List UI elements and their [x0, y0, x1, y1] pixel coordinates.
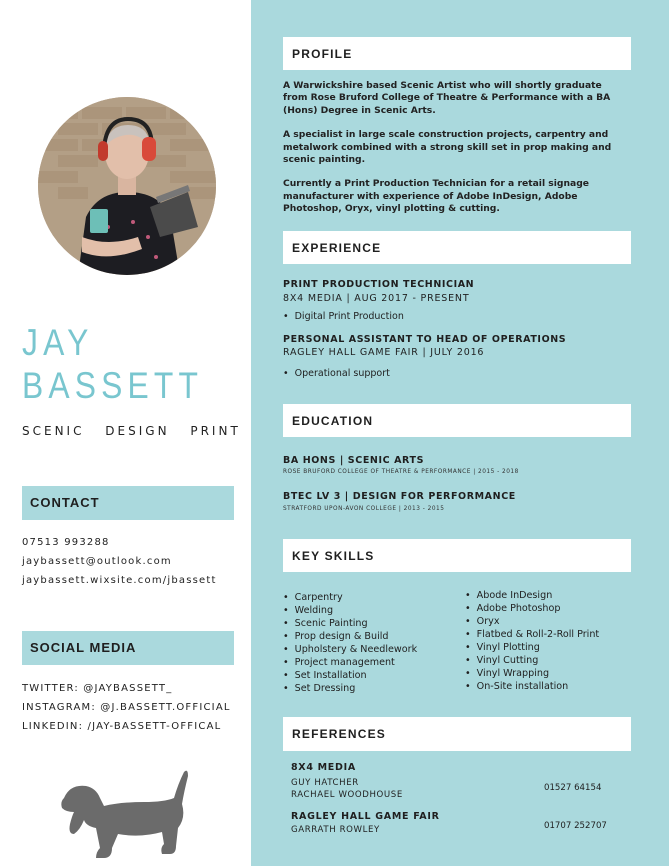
profile-text	[283, 80, 613, 228]
basset-hound-icon	[60, 768, 190, 864]
contact-phone: 07513 993288	[22, 537, 110, 548]
job-duty: • Operational support	[283, 368, 390, 379]
social-heading-bar	[22, 631, 234, 665]
profile-paragraph: Currently a Print Production Technician for a retail signage manufacturer with experience of Adobe InDesign, Adobe Photoshop, Oryx, vinyl plotting & cutting.	[283, 178, 590, 215]
skill-item: • Flatbed & Roll-2-Roll Print	[465, 628, 599, 641]
job-company-dates: 8X4 MEDIA | AUG 2017 - PRESENT	[283, 293, 470, 304]
skill-item: • On-Site installation	[465, 680, 599, 693]
reference-company: 8X4 MEDIA	[291, 762, 356, 773]
reference-person: GUY HATCHER	[291, 778, 359, 788]
contact-heading-bar	[22, 486, 234, 520]
skill-item: • Vinyl Plotting	[465, 641, 599, 654]
reference-person: RACHAEL WOODHOUSE	[291, 790, 403, 800]
profile-heading-bar	[283, 37, 631, 70]
last-name: BASSETT	[22, 365, 204, 406]
education-heading: EDUCATION	[292, 414, 374, 428]
skill-item: • Abode InDesign	[465, 589, 599, 602]
skill-item: • Vinyl Cutting	[465, 654, 599, 667]
skill-item: • Scenic Painting	[283, 617, 417, 630]
education-institution: ROSE BRUFORD COLLEGE OF THEATRE & PERFORMANCE | 2015 - 2018	[283, 469, 519, 475]
skills-heading: KEY SKILLS	[292, 549, 375, 563]
skill-item: • Welding	[283, 604, 417, 617]
job-title: PERSONAL ASSISTANT TO HEAD OF OPERATIONS	[283, 334, 567, 345]
education-institution: STRATFORD UPON-AVON COLLEGE | 2013 - 2015	[283, 506, 445, 512]
social-heading: SOCIAL MEDIA	[30, 640, 137, 655]
profile-paragraph: A Warwickshire based Scenic Artist who will shortly graduate from Rose Bruford College of Theatre & Performance with a BA (Hons) Degree in Scenic Arts.	[283, 80, 611, 116]
skill-item: • Set Dressing	[283, 682, 417, 695]
skill-item: • Upholstery & Needlework	[283, 643, 417, 656]
social-linkedin[interactable]: LINKEDIN: /JAY-BASSETT-OFFICAL	[22, 721, 222, 732]
skills-list-left	[283, 591, 417, 695]
job-company-dates: RAGLEY HALL GAME FAIR | JULY 2016	[283, 347, 485, 358]
profile-photo	[38, 97, 216, 275]
reference-company: RAGLEY HALL GAME FAIR	[291, 811, 440, 822]
social-instagram[interactable]: INSTAGRAM: @J.BASSETT.OFFICIAL	[22, 702, 231, 713]
contact-heading: CONTACT	[30, 495, 100, 510]
skill-item: • Vinyl Wrapping	[465, 667, 599, 680]
education-heading-bar	[283, 404, 631, 437]
skill-item: • Carpentry	[283, 591, 417, 604]
references-heading: REFERENCES	[292, 727, 387, 741]
first-name: JAY	[22, 322, 94, 363]
tagline: SCENIC DESIGN PRINT	[22, 424, 241, 438]
skill-item: • Oryx	[465, 615, 599, 628]
education-title: BTEC LV 3 | DESIGN FOR PERFORMANCE	[283, 491, 516, 502]
skill-item: • Prop design & Build	[283, 630, 417, 643]
references-heading-bar	[283, 717, 631, 751]
skill-item: • Project management	[283, 656, 417, 669]
education-title: BA HONS | SCENIC ARTS	[283, 455, 425, 466]
job-title: PRINT PRODUCTION TECHNICIAN	[283, 279, 475, 290]
social-details	[22, 679, 231, 736]
contact-details	[22, 533, 217, 590]
experience-heading-bar	[283, 231, 631, 264]
skill-item: • Adobe Photoshop	[465, 602, 599, 615]
job-duty: • Digital Print Production	[283, 311, 404, 322]
contact-website[interactable]: jaybassett.wixsite.com/jbassett	[22, 575, 217, 586]
reference-phone: 01707 252707	[544, 821, 607, 831]
contact-email[interactable]: jaybassett@outlook.com	[22, 556, 172, 567]
profile-paragraph: A specialist in large scale construction projects, carpentry and metalwork combined with a strong skill set in prop making and scenic painting.	[283, 129, 612, 166]
social-twitter[interactable]: TWITTER: @JAYBASSETT_	[22, 683, 173, 694]
reference-person: GARRATH ROWLEY	[291, 825, 380, 835]
skills-heading-bar	[283, 539, 631, 572]
experience-heading: EXPERIENCE	[292, 241, 382, 255]
reference-phone: 01527 64154	[544, 783, 602, 793]
skills-list-right	[465, 589, 599, 693]
profile-heading: PROFILE	[292, 47, 353, 61]
skill-item: • Set Installation	[283, 669, 417, 682]
